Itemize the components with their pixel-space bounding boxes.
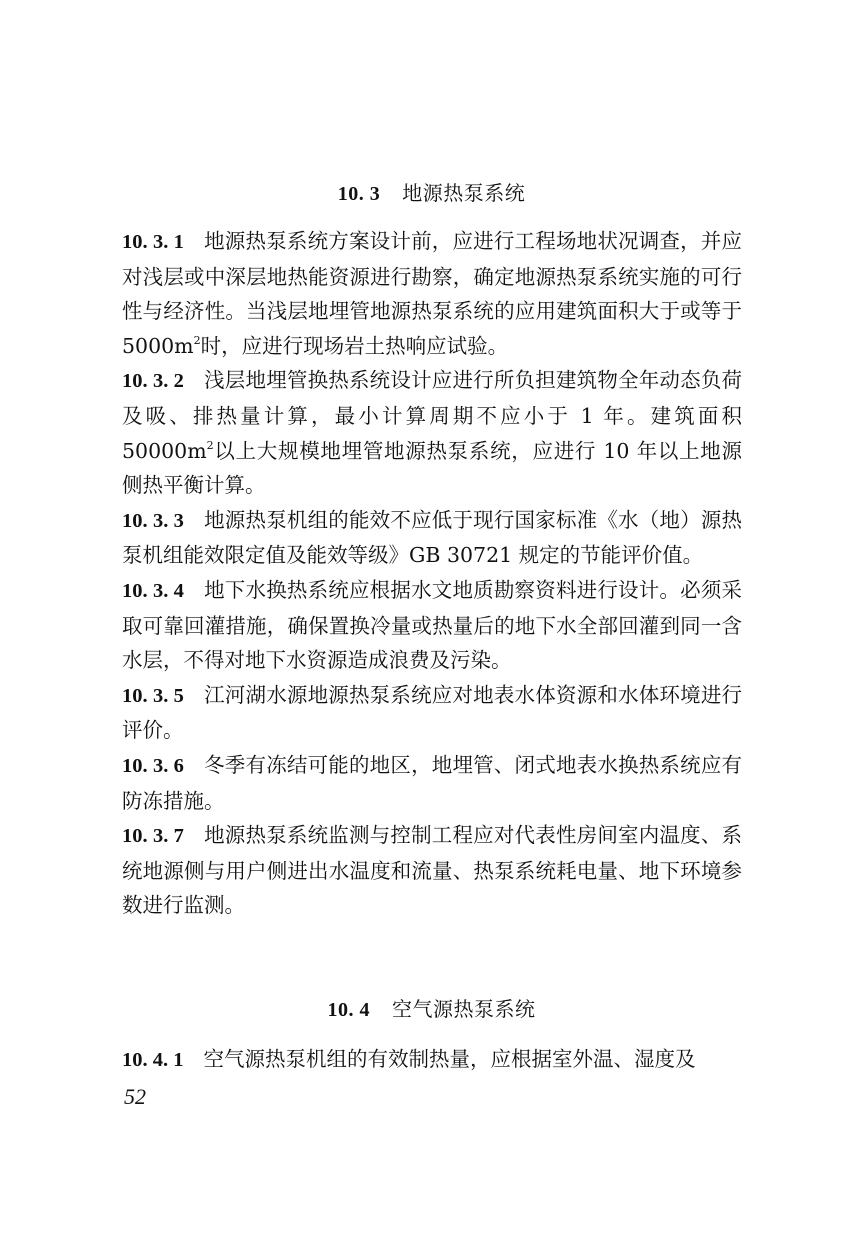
clause-text: 浅层地埋管换热系统设计应进行所负担建筑物全年动态负荷及吸、排热量计算，最小计算周期不应小于 1 年。建筑面积 50000m <box>122 368 743 463</box>
body-text-10-4 <box>122 1042 742 1078</box>
clause-text: 空气源热泵机组的有效制热量，应根据室外温、湿度及 <box>203 1047 696 1071</box>
section-heading-10-3 <box>0 179 863 208</box>
clause-text-after: 时，应进行现场岩土热响应试验。 <box>200 333 509 358</box>
clause-number: 10. 3. 2 <box>122 370 184 393</box>
section-number: 10. 4 <box>327 999 370 1021</box>
clause-number: 10. 3. 3 <box>122 509 184 532</box>
clause-text: 冬季有冻结可能的地区，地埋管、闭式地表水换热系统应有防冻措施。 <box>122 752 743 813</box>
superscript: 2 <box>193 333 201 347</box>
clause-10-3-7 <box>122 818 742 923</box>
section-title: 地源热泵系统 <box>402 181 526 205</box>
section-number: 10. 3 <box>337 183 381 205</box>
section-title: 空气源热泵系统 <box>392 997 536 1021</box>
clause-number: 10. 3. 1 <box>122 231 184 253</box>
clause-text: 地源热泵机组的能效不应低于现行国家标准《水（地）源热泵机组能效限定值及能效等级》GB 30721 规定的节能评价值。 <box>122 507 743 568</box>
clause-10-3-3 <box>122 503 742 573</box>
clause-text: 地下水换热系统应根据水文地质勘察资料进行设计。必须采取可靠回灌措施，确保置换冷量或热量后的地下水全部回灌到同一含水层，不得对地下水资源造成浪费及污染。 <box>122 577 743 673</box>
page-number: 52 <box>124 1084 146 1109</box>
body-text <box>122 224 742 923</box>
clause-10-3-5 <box>122 678 742 748</box>
clause-10-4-1 <box>122 1042 742 1078</box>
clause-number: 10. 3. 6 <box>122 754 184 777</box>
clause-text: 地源热泵系统方案设计前，应进行工程场地状况调查，并应对浅层或中深层地热能资源进行勘察，确定地源热泵系统实施的可行性与经济性。当浅层地埋管地源热泵系统的应用建筑面积大于或等于5000m <box>122 229 743 358</box>
clause-10-3-1 <box>122 224 742 363</box>
clause-10-3-4 <box>122 573 742 678</box>
clause-number: 10. 4. 1 <box>122 1049 184 1071</box>
clause-10-3-6 <box>122 748 742 818</box>
clause-10-3-2 <box>122 363 742 502</box>
clause-text-after: 以上大规模地埋管地源热泵系统，应进行 10 年以上地源侧热平衡计算。 <box>122 438 742 498</box>
clause-number: 10. 3. 5 <box>122 684 184 707</box>
clause-text: 地源热泵系统监测与控制工程应对代表性房间室内温度、系统地源侧与用户侧进出水温度和流量、热泵系统耗电量、地下环境参数进行监测。 <box>122 823 743 918</box>
clause-number: 10. 3. 7 <box>122 825 184 848</box>
superscript: 2 <box>206 438 214 452</box>
section-heading-10-4 <box>0 995 863 1024</box>
clause-text: 江河湖水源地源热泵系统应对地表水体资源和水体环境进行评价。 <box>122 682 743 743</box>
clause-number: 10. 3. 4 <box>122 579 184 602</box>
